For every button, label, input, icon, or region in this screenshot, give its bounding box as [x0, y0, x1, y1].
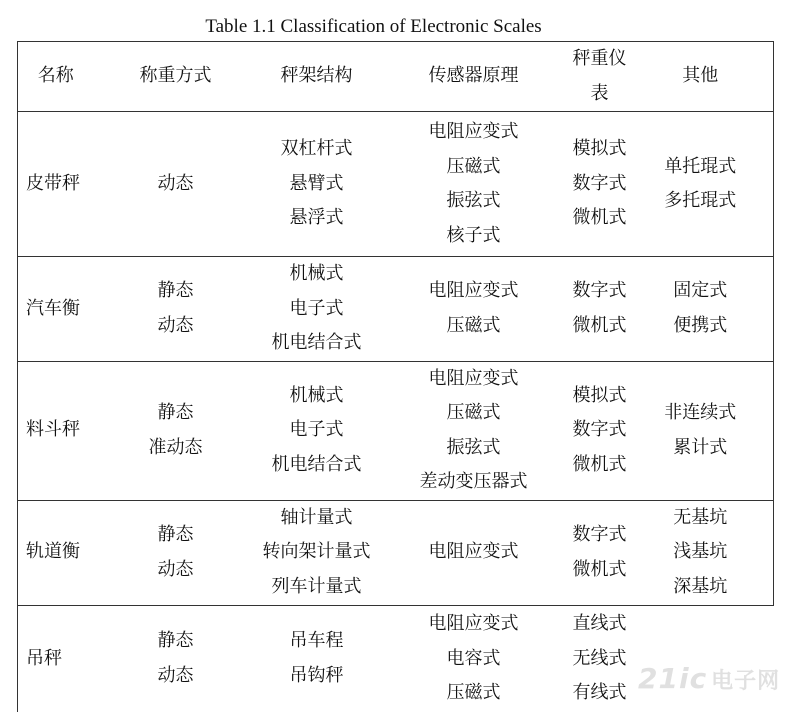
- cell-line: 累计式: [673, 436, 728, 458]
- cell-method: [94, 500, 258, 605]
- cell-name: 皮带秤: [18, 112, 94, 257]
- watermark-cn: 电子网: [711, 669, 781, 694]
- cell-line: 无线式: [572, 647, 627, 669]
- cell-line: 电容式: [446, 647, 501, 669]
- cell-line: 机电结合式: [271, 332, 362, 353]
- cell-line: 动态: [157, 172, 194, 194]
- cell-name: 料斗秤: [18, 361, 94, 500]
- cell-sensor: [376, 257, 572, 362]
- cell-line: 单托琨式: [664, 155, 737, 177]
- cell-line: 电阻应变式: [428, 367, 519, 389]
- classification-table: [17, 41, 774, 712]
- cell-line: 双杠杆式: [280, 138, 353, 160]
- cell-line: 电阻应变式: [428, 121, 519, 142]
- table-caption: Table 1.1 Classification of Electronic Scales: [205, 16, 542, 37]
- cell-line: 有线式: [572, 682, 627, 703]
- cell-meter: [572, 257, 628, 362]
- header-name: 名称: [18, 42, 94, 112]
- cell-line: 多托琨式: [664, 190, 737, 211]
- cell-name: 轨道衡: [18, 500, 94, 605]
- cell-frame: [258, 257, 376, 362]
- cell-line: 吊车程: [289, 630, 344, 652]
- cell-line: 直线式: [572, 613, 627, 634]
- cell-other: [628, 361, 774, 500]
- watermark-text: 21ic: [638, 662, 708, 695]
- cell-line: 微机式: [572, 207, 627, 229]
- cell-line: 电阻应变式: [428, 541, 519, 563]
- header-row: [18, 42, 774, 112]
- header-meter: 秤重仪表: [572, 42, 628, 112]
- cell-line: 非连续式: [664, 402, 737, 423]
- cell-line: 固定式: [673, 280, 728, 302]
- cell-line: 轴计量式: [280, 506, 353, 528]
- cell-line: 无基坑: [673, 506, 728, 528]
- cell-line: 机械式: [289, 263, 344, 284]
- cell-line: 压磁式: [446, 314, 501, 336]
- table-row: [18, 257, 774, 362]
- cell-line: 悬浮式: [289, 207, 344, 229]
- header-sensor: 传感器原理: [376, 42, 572, 112]
- cell-line: 核子式: [446, 224, 501, 246]
- cell-line: 列车计量式: [271, 575, 362, 597]
- cell-other: [628, 257, 774, 362]
- cell-line: 电子式: [289, 297, 344, 319]
- cell-line: 动态: [157, 558, 194, 580]
- cell-sensor: [376, 361, 572, 500]
- cell-line: 便携式: [673, 314, 728, 336]
- watermark-logo: [638, 664, 780, 697]
- cell-line: 静态: [157, 524, 194, 545]
- cell-line: 模拟式: [572, 384, 627, 406]
- cell-sensor: [376, 112, 572, 257]
- cell-line: 静态: [157, 402, 194, 423]
- cell-line: 压磁式: [446, 682, 501, 703]
- cell-method: [94, 112, 258, 257]
- cell-line: 数字式: [572, 524, 627, 545]
- table-row: [18, 500, 774, 605]
- cell-line: 振弦式: [446, 190, 501, 211]
- cell-method: [94, 361, 258, 500]
- cell-line: 静态: [157, 630, 194, 652]
- cell-line: 振弦式: [446, 436, 501, 458]
- cell-sensor: [376, 605, 572, 712]
- cell-line: 准动态: [148, 436, 203, 458]
- cell-frame: [258, 361, 376, 500]
- cell-name: 汽车衡: [18, 257, 94, 362]
- cell-line: 差动变压器式: [419, 471, 528, 492]
- cell-line: 电子式: [289, 419, 344, 441]
- cell-line: 微机式: [572, 453, 627, 475]
- header-other: 其他: [628, 42, 774, 112]
- cell-line: 动态: [157, 314, 194, 336]
- cell-frame: [258, 112, 376, 257]
- cell-line: 数字式: [572, 419, 627, 441]
- cell-line: 微机式: [572, 558, 627, 580]
- table-row: [18, 361, 774, 500]
- cell-line: 机电结合式: [271, 453, 362, 475]
- cell-line: 模拟式: [572, 138, 627, 160]
- cell-line: 悬臂式: [289, 172, 344, 194]
- header-method: 称重方式: [94, 42, 258, 112]
- cell-line: 微机式: [572, 314, 627, 336]
- cell-other: [628, 500, 774, 605]
- cell-method: [94, 605, 258, 712]
- cell-meter: [572, 112, 628, 257]
- cell-other: [628, 112, 774, 257]
- cell-meter: [572, 605, 628, 712]
- cell-line: 数字式: [572, 280, 627, 302]
- table-row: [18, 112, 774, 257]
- cell-frame: [258, 605, 376, 712]
- cell-line: 浅基坑: [673, 541, 728, 563]
- cell-line: 静态: [157, 280, 194, 302]
- cell-name: 吊秤: [18, 605, 94, 712]
- cell-meter: [572, 361, 628, 500]
- cell-method: [94, 257, 258, 362]
- cell-line: 压磁式: [446, 155, 501, 177]
- cell-line: 动态: [157, 664, 194, 686]
- cell-line: 电阻应变式: [428, 613, 519, 634]
- cell-line: 机械式: [289, 384, 344, 406]
- cell-line: 深基坑: [673, 575, 728, 597]
- cell-line: 压磁式: [446, 402, 501, 423]
- header-frame: 秤架结构: [258, 42, 376, 112]
- cell-line: 数字式: [572, 172, 627, 194]
- cell-sensor: [376, 500, 572, 605]
- cell-line: 电阻应变式: [428, 280, 519, 302]
- cell-line: 吊钩秤: [289, 664, 344, 686]
- cell-frame: [258, 500, 376, 605]
- cell-meter: [572, 500, 628, 605]
- cell-line: 转向架计量式: [262, 541, 371, 563]
